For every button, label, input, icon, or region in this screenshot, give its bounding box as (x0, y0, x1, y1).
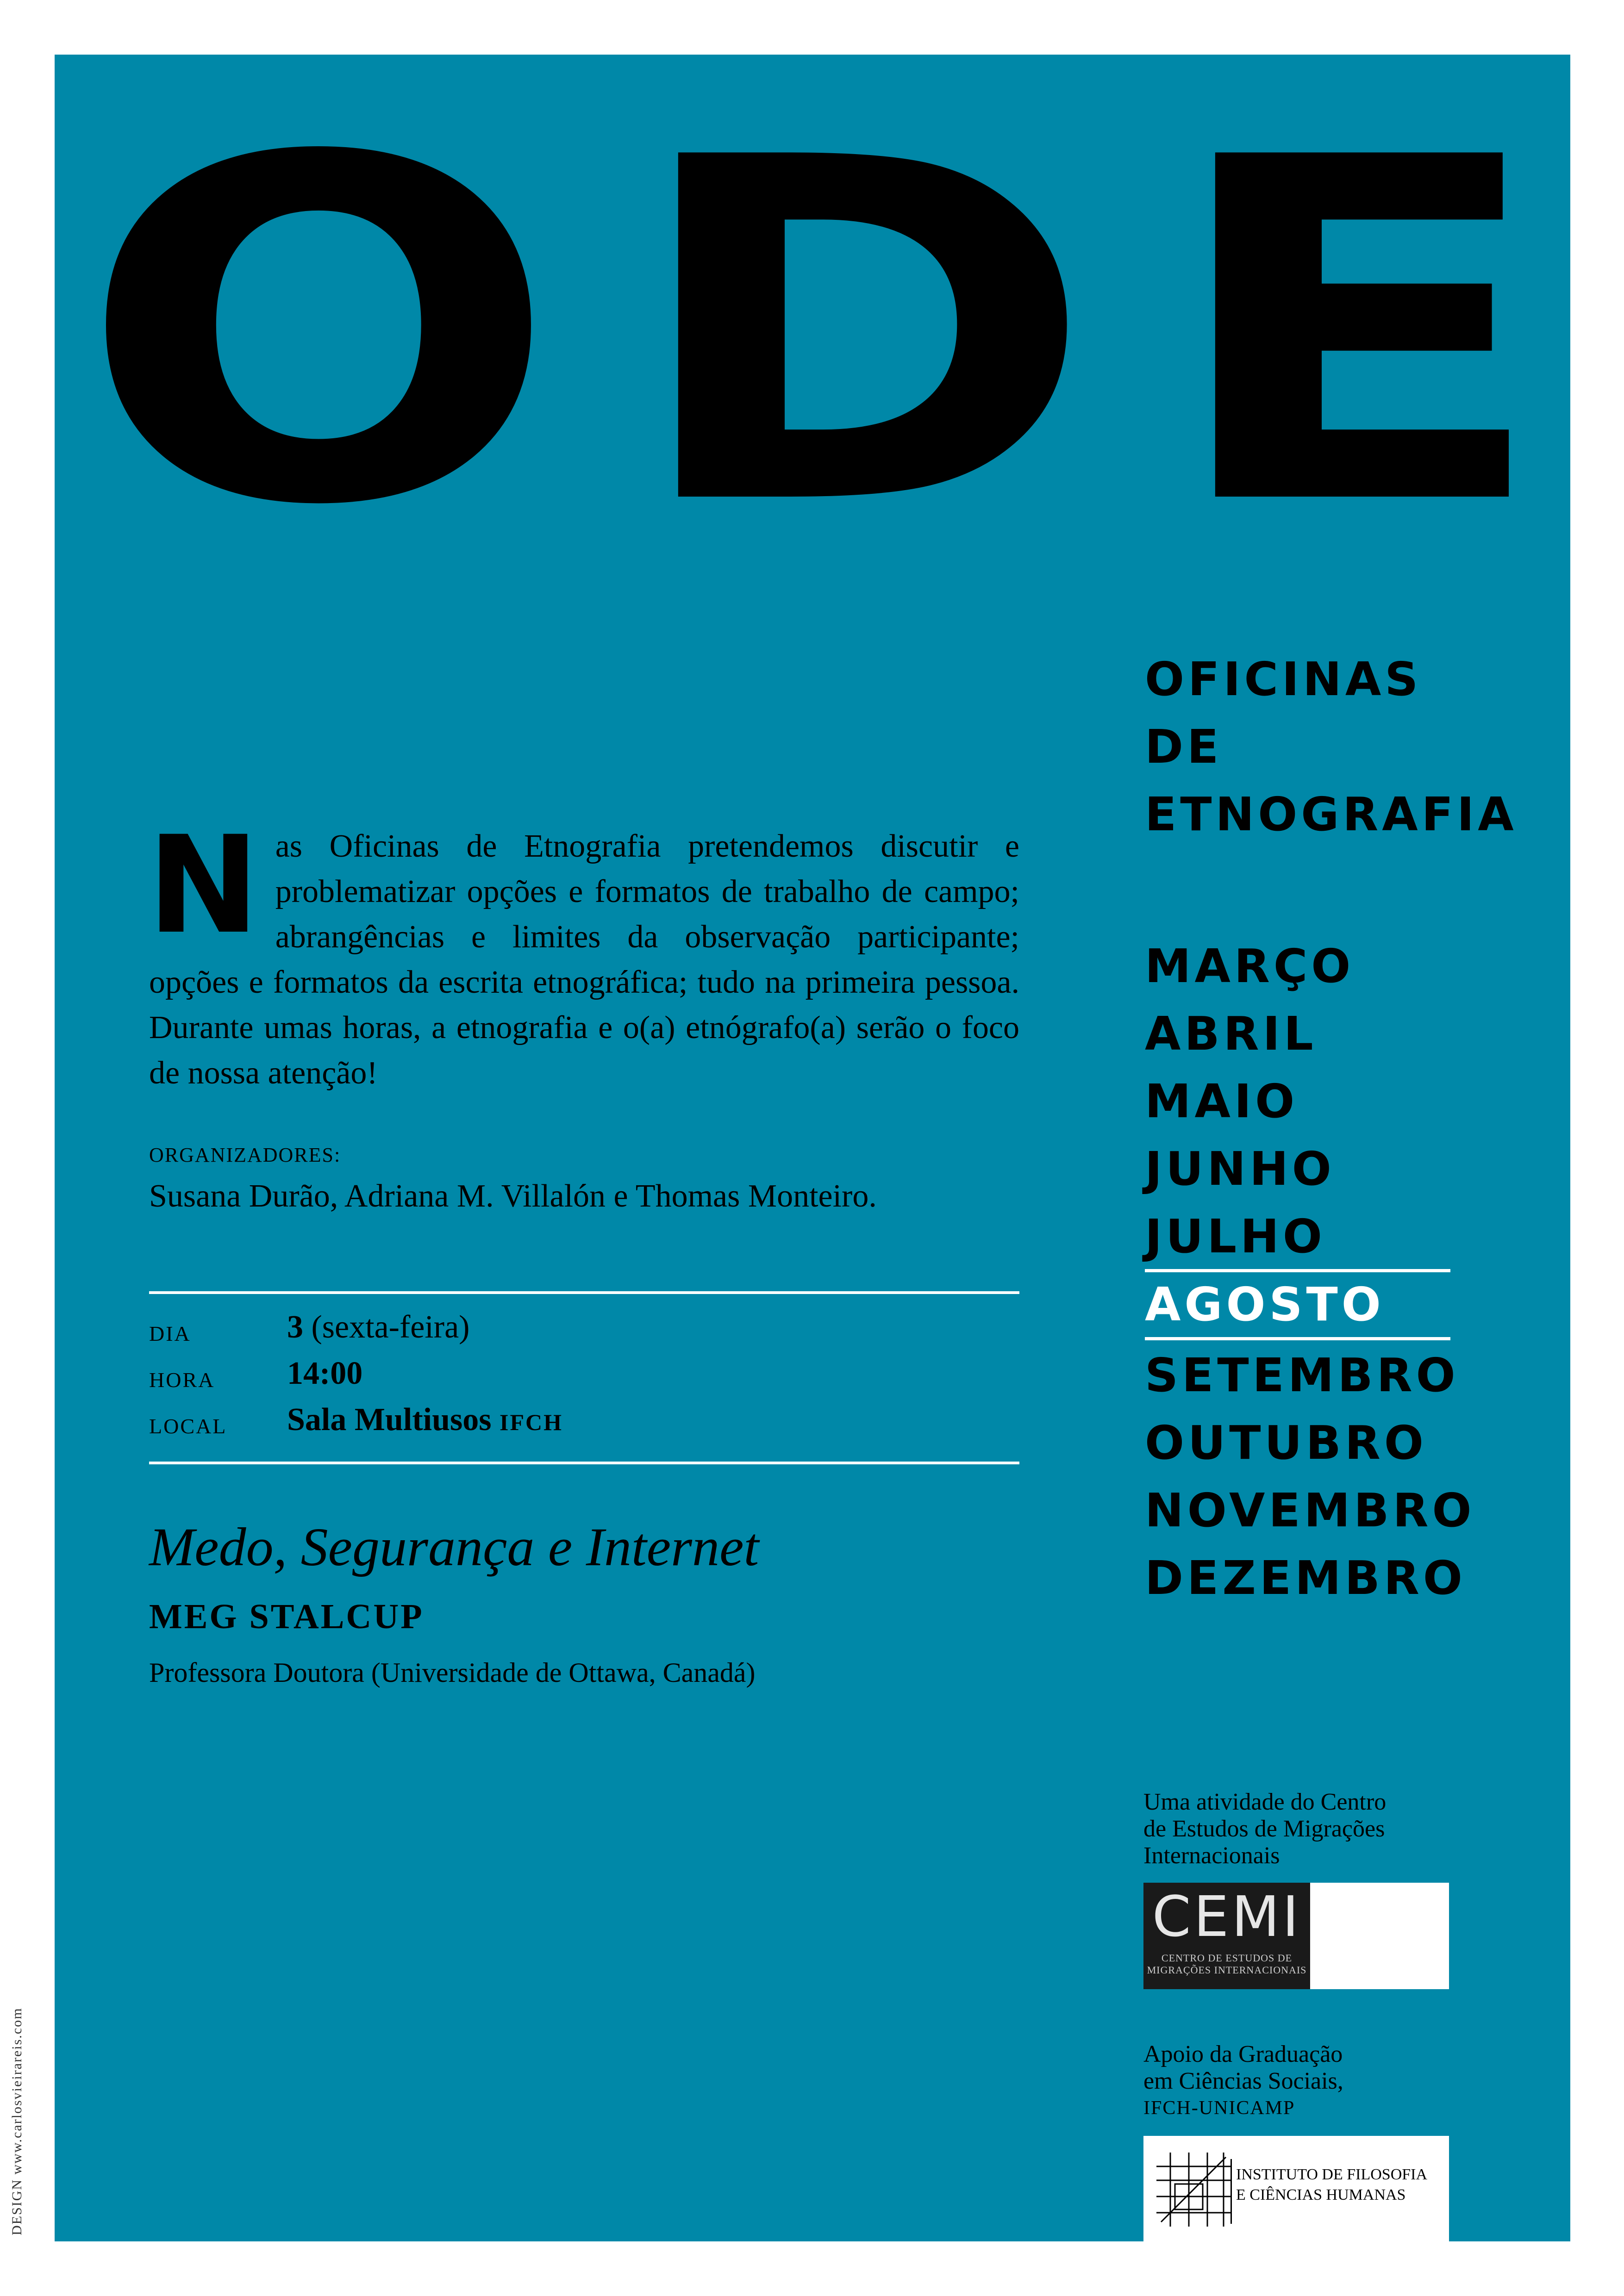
cemi-logo-sub-1: CENTRO DE ESTUDOS DE (1161, 1952, 1293, 1964)
sponsor1-line-1: Uma atividade do Centro (1143, 1789, 1387, 1815)
ifch-logo-line-2: E CIÊNCIAS HUMANAS (1236, 2186, 1406, 2203)
divider-bottom (149, 1462, 1019, 1464)
intro-paragraph (147, 808, 1019, 1096)
ifch-logo (1143, 2136, 1449, 2241)
sponsor1-line-2: de Estudos de Migrações (1143, 1816, 1385, 1842)
organizers-label: ORGANIZADORES: (149, 1144, 341, 1166)
ifch-building-icon (1156, 2153, 1230, 2227)
speaker-affiliation: Professora Doutora (Universidade de Ottawa, Canadá) (149, 1657, 756, 1688)
cemi-logo (1143, 1883, 1449, 1989)
ifch-logo-line-1: INSTITUTO DE FILOSOFIA (1236, 2166, 1428, 2183)
month-abril: ABRIL (1145, 1007, 1317, 1061)
months-list (1145, 933, 1475, 1612)
design-credit: DESIGN www.carlosvieirareis.com (9, 2007, 25, 2235)
sponsor2-text (1143, 2041, 1343, 2122)
month-novembro: NOVEMBRO (1145, 1483, 1475, 1537)
time-value (287, 1355, 362, 1392)
subtitle-block (1145, 646, 1518, 848)
day-value (287, 1309, 469, 1346)
drop-cap: N (147, 808, 260, 964)
month-maio: MAIO (1145, 1074, 1299, 1128)
cemi-logo-word: CEMI (1152, 1885, 1302, 1949)
location-label: LOCAL (149, 1414, 227, 1438)
cemi-logo-mark (1143, 1883, 1310, 1989)
month-marco: MARÇO (1145, 939, 1355, 993)
intro-text: as Oficinas de Etnografia pretendemos discutir e problematizar opções e formatos de trabalho de campo; abrangências e limites da observação participante; opções e formatos da escrita etnográfica; tudo na primeira pessoa. Durante umas horas, a etnografia e o(a) etnógrafo(a) serão o foco de nossa atenção! (149, 828, 1019, 1091)
cemi-logo-sub-2: MIGRAÇÕES INTERNACIONAIS (1147, 1964, 1307, 1976)
day-label: DIA (149, 1322, 191, 1345)
subtitle-line-2: DE (1145, 720, 1223, 774)
sponsor2-line-2: em Ciências Sociais, (1143, 2068, 1343, 2094)
speaker-name: MEG STALCUP (149, 1597, 424, 1636)
sponsor2-line-3: IFCH-UNICAMP (1143, 2097, 1295, 2119)
day-weekday: (sexta-feira) (303, 1309, 470, 1345)
month-setembro: SETEMBRO (1145, 1348, 1459, 1402)
subtitle-line-3: ETNOGRAFIA (1145, 787, 1518, 841)
month-outubro: OUTUBRO (1145, 1416, 1427, 1470)
event-title: Medo, Segurança e Internet (149, 1517, 759, 1577)
organizers-names: Susana Durão, Adriana M. Villalón e Thomas Monteiro. (149, 1178, 877, 1214)
ifch-logo-text (1236, 2165, 1427, 2205)
subtitle-line-1: OFICINAS (1145, 652, 1422, 706)
sponsor1-line-3: Internacionais (1143, 1842, 1280, 1869)
sponsor2-line-1: Apoio da Graduação (1143, 2041, 1343, 2067)
location-suffix: IFCH (500, 1409, 563, 1435)
day-number: 3 (287, 1309, 303, 1345)
location-text: Sala Multiusos (287, 1402, 492, 1437)
month-dezembro: DEZEMBRO (1145, 1551, 1466, 1605)
month-julho: JULHO (1145, 1209, 1326, 1263)
time-label: HORA (149, 1368, 215, 1392)
divider-top (149, 1291, 1019, 1294)
poster-title: ODE (78, 58, 1617, 608)
location-value (287, 1401, 563, 1438)
ifch-logo-divider (1230, 2159, 1232, 2224)
sponsor1-text (1143, 1789, 1386, 1869)
month-junho: JUNHO (1145, 1142, 1335, 1196)
time-text: 14:00 (287, 1356, 363, 1391)
month-agosto-active: AGOSTO (1145, 1269, 1450, 1340)
